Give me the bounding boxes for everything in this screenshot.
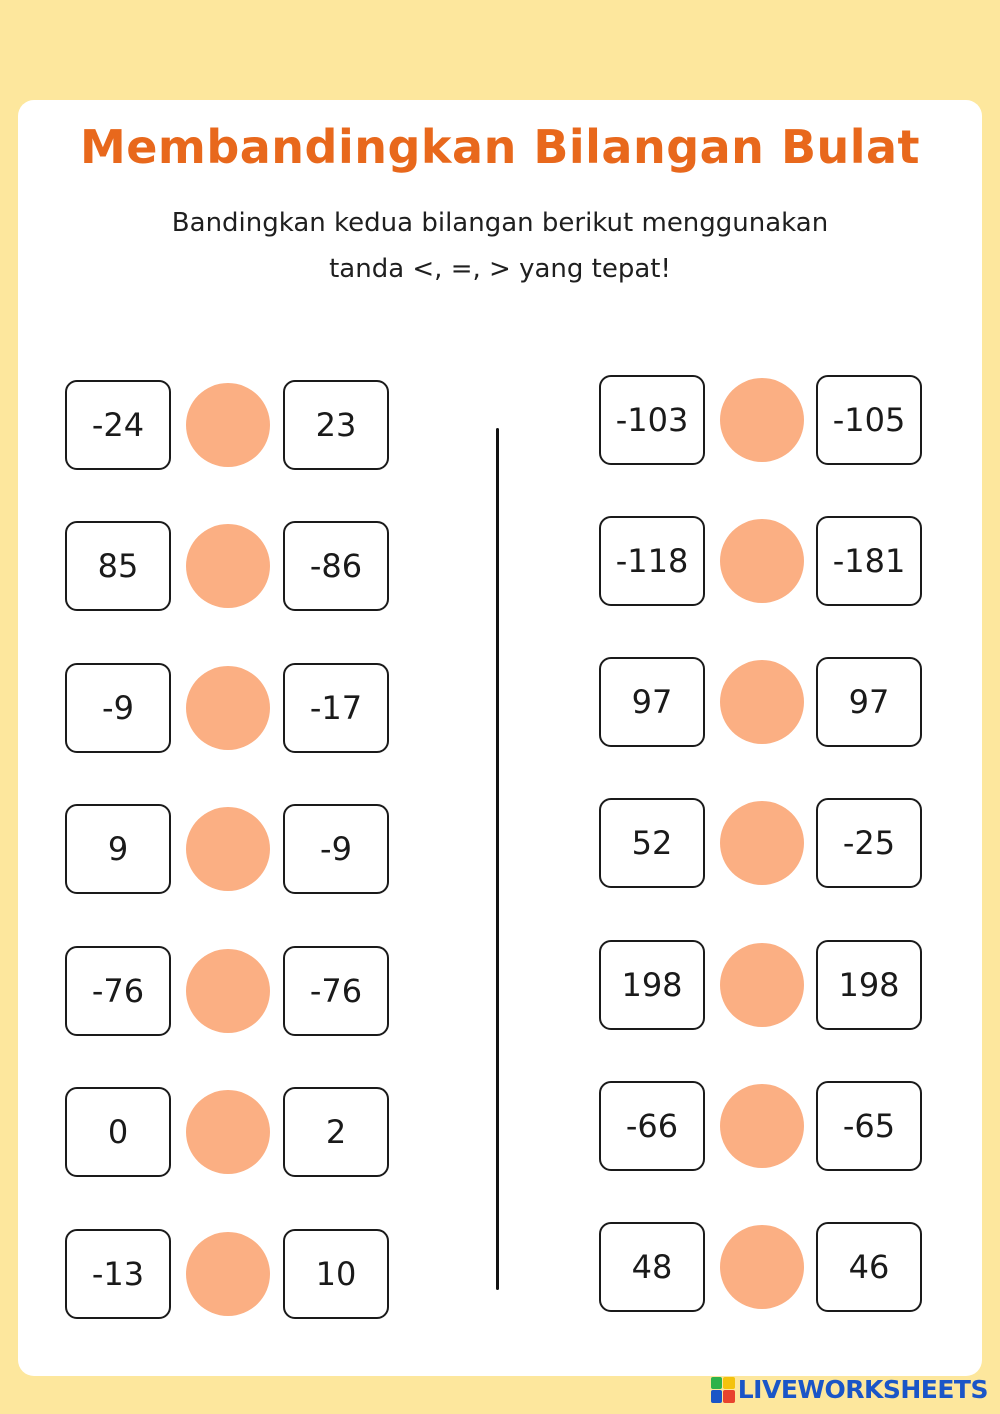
left-row-6-number-a: 0: [65, 1087, 171, 1177]
left-row-4-answer-circle[interactable]: [186, 807, 270, 891]
left-row-7-answer-circle[interactable]: [186, 1232, 270, 1316]
right-row-2-answer-circle[interactable]: [720, 519, 804, 603]
right-row-5-answer-circle[interactable]: [720, 943, 804, 1027]
right-row-1-answer-circle[interactable]: [720, 378, 804, 462]
left-row-3-number-b: -17: [283, 663, 389, 753]
left-row-6-answer-circle[interactable]: [186, 1090, 270, 1174]
left-row-4-number-a: 9: [65, 804, 171, 894]
right-row-3-number-a: 97: [599, 657, 705, 747]
right-row-3-answer-circle[interactable]: [720, 660, 804, 744]
right-row-6-number-a: -66: [599, 1081, 705, 1171]
right-row-3-number-b: 97: [816, 657, 922, 747]
right-row-6-answer-circle[interactable]: [720, 1084, 804, 1168]
left-row-7-number-a: -13: [65, 1229, 171, 1319]
left-row-5-number-b: -76: [283, 946, 389, 1036]
left-row-4-number-b: -9: [283, 804, 389, 894]
left-row-2-number-a: 85: [65, 521, 171, 611]
liveworksheets-brand[interactable]: [711, 1375, 988, 1404]
right-row-6-number-b: -65: [816, 1081, 922, 1171]
left-row-3-answer-circle[interactable]: [186, 666, 270, 750]
left-row-6-number-b: 2: [283, 1087, 389, 1177]
right-row-5-number-b: 198: [816, 940, 922, 1030]
column-divider: [496, 428, 499, 1290]
liveworksheets-logo-icon: [711, 1377, 735, 1403]
left-row-2-number-b: -86: [283, 521, 389, 611]
right-row-4-answer-circle[interactable]: [720, 801, 804, 885]
right-row-5-number-a: 198: [599, 940, 705, 1030]
instructions: [100, 200, 900, 292]
brand-name: LIVEWORKSHEETS: [737, 1375, 988, 1404]
worksheet-title: Membandingkan Bilangan Bulat: [79, 120, 921, 174]
left-row-3-number-a: -9: [65, 663, 171, 753]
right-row-2-number-a: -118: [599, 516, 705, 606]
instructions-line-1: Bandingkan kedua bilangan berikut menggunakan: [171, 208, 829, 238]
right-row-2-number-b: -181: [816, 516, 922, 606]
left-row-1-number-b: 23: [283, 380, 389, 470]
right-row-7-answer-circle[interactable]: [720, 1225, 804, 1309]
right-row-1-number-b: -105: [816, 375, 922, 465]
right-row-7-number-a: 48: [599, 1222, 705, 1312]
instructions-line-2: tanda <, =, > yang tepat!: [329, 254, 671, 284]
right-row-1-number-a: -103: [599, 375, 705, 465]
right-row-4-number-a: 52: [599, 798, 705, 888]
left-row-7-number-b: 10: [283, 1229, 389, 1319]
left-row-2-answer-circle[interactable]: [186, 524, 270, 608]
left-row-5-number-a: -76: [65, 946, 171, 1036]
left-row-1-number-a: -24: [65, 380, 171, 470]
left-row-5-answer-circle[interactable]: [186, 949, 270, 1033]
right-row-7-number-b: 46: [816, 1222, 922, 1312]
left-row-1-answer-circle[interactable]: [186, 383, 270, 467]
right-row-4-number-b: -25: [816, 798, 922, 888]
